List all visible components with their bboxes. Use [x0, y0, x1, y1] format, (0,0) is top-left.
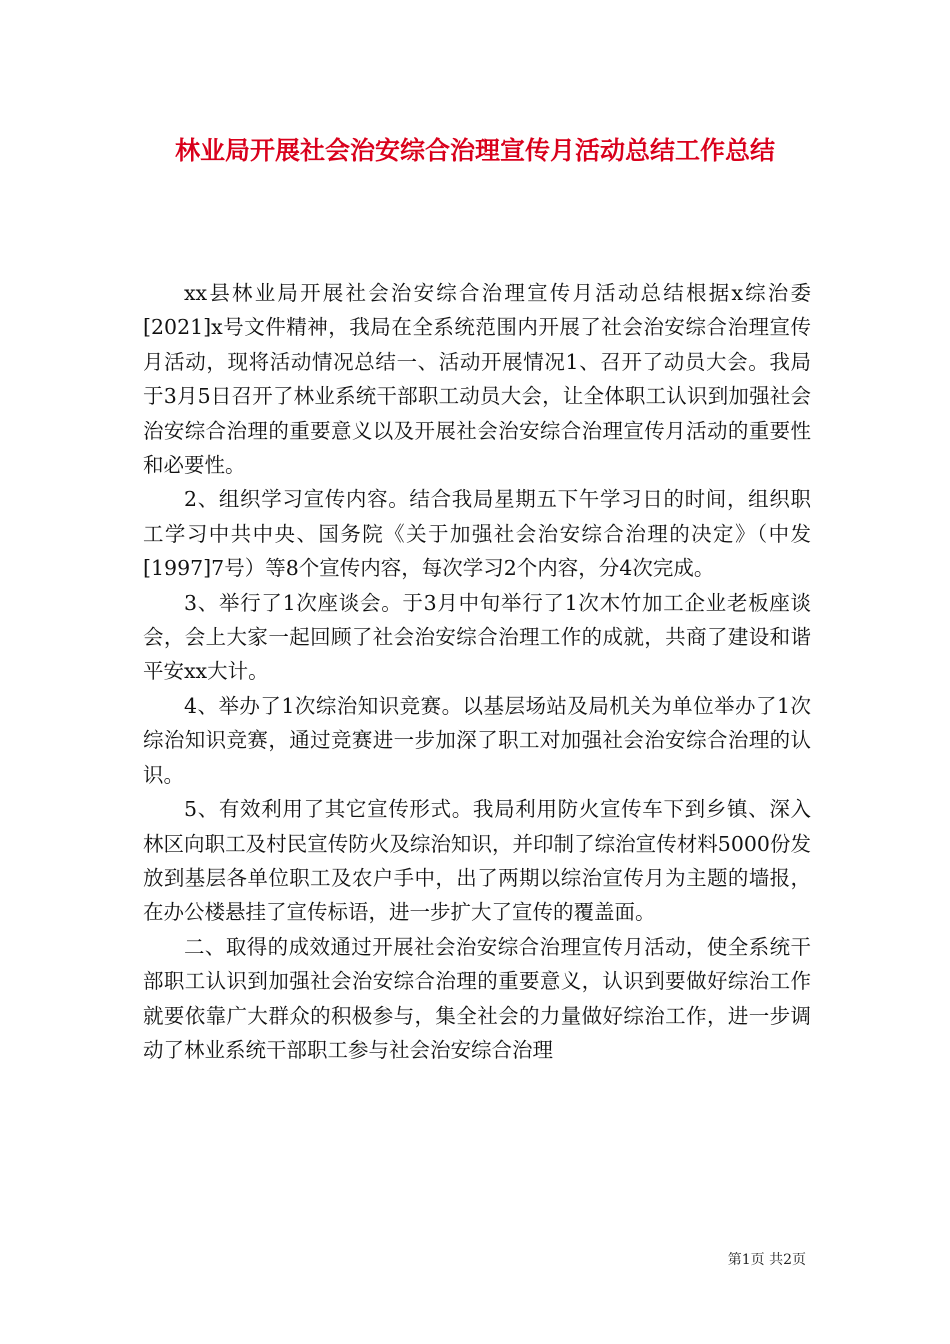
paragraph-4: 4、举办了1次综治知识竞赛。以基层场站及局机关为单位举办了1次综治知识竞赛，通过竞赛进一步加深了职工对加强社会治安综合治理的认识。 [143, 693, 811, 787]
paragraph-3: 3、举行了1次座谈会。于3月中旬举行了1次木竹加工企业老板座谈会，会上大家一起回顾了社会治安综合治理工作的成就，共商了建设和谐平安xx大计。 [143, 590, 811, 684]
paragraph-6: 二、取得的成效通过开展社会治安综合治理宣传月活动，使全系统干部职工认识到加强社会治安综合治理的重要意义，认识到要做好综治工作就要依靠广大群众的积极参与，集全社会的力量做好综治工作，进一步调动了林业系统干部职工参与社会治安综合治理 [143, 934, 811, 1062]
paragraph-2: 2、组织学习宣传内容。结合我局星期五下午学习日的时间，组织职工学习中共中央、国务院《关于加强社会治安综合治理的决定》（中发[1997]7号）等8个宣传内容，每次学习2个内容，分4次完成。 [143, 487, 811, 581]
page-number-footer: 第1页 共2页 [727, 1252, 806, 1268]
document-body [143, 276, 811, 1067]
paragraph-5: 5、有效利用了其它宣传形式。我局利用防火宣传车下到乡镇、深入林区向职工及村民宣传防火及综治知识，并印制了综治宣传材料5000份发放到基层各单位职工及农户手中，出了两期以综治宣传月为主题的墙报，在办公楼悬挂了宣传标语，进一步扩大了宣传的覆盖面。 [143, 797, 811, 925]
document-title: 林业局开展社会治安综合治理宣传月活动总结工作总结 [174, 136, 775, 165]
paragraph-1: xx县林业局开展社会治安综合治理宣传月活动总结根据x综治委[2021]x号文件精神，我局在全系统范围内开展了社会治安综合治理宣传月活动，现将活动情况总结一、活动开展情况1、召开了动员大会。我局于3月5日召开了林业系统干部职工动员大会，让全体职工认识到加强社会治安综合治理的重要意义以及开展社会治安综合治理宣传月活动的重要性和必要性。 [143, 281, 811, 478]
